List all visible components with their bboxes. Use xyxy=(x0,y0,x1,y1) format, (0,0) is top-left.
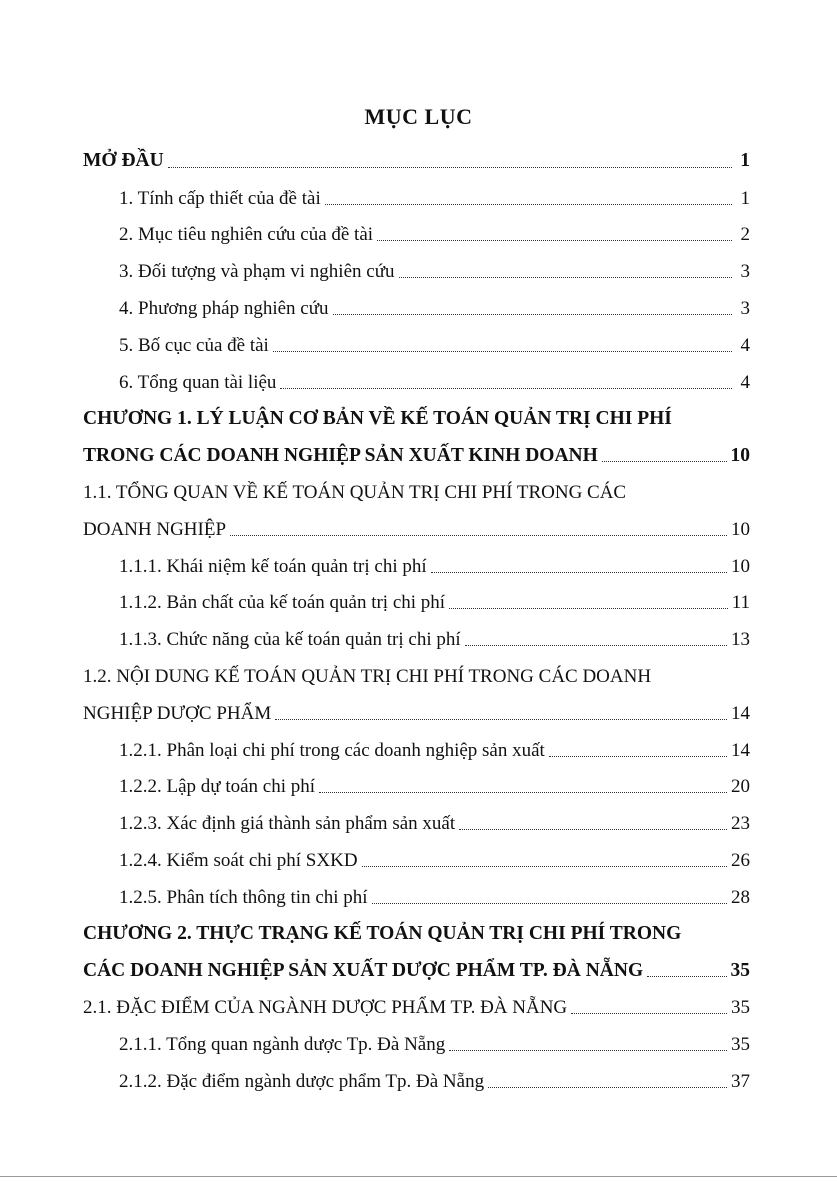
toc-entry[interactable] xyxy=(83,1060,750,1097)
toc-entry[interactable] xyxy=(83,324,750,361)
toc-page-number: 2 xyxy=(740,224,750,246)
toc-entry[interactable] xyxy=(83,729,750,766)
toc-page-number: 10 xyxy=(731,555,750,577)
dot-leader xyxy=(280,388,732,389)
toc-chapter-heading-line2[interactable] xyxy=(83,434,750,471)
toc-entry-label: 1.2.1. Phân loại chi phí trong các doanh nghiệp sản xuất xyxy=(119,739,545,761)
toc-chapter-heading-line1[interactable] xyxy=(83,398,750,435)
toc-page-number: 35 xyxy=(731,1033,750,1055)
dot-leader xyxy=(275,719,727,720)
dot-leader xyxy=(399,277,733,278)
toc-entry-label: MỞ ĐẦU xyxy=(83,150,164,172)
toc-entry-label: 3. Đối tượng và phạm vi nghiên cứu xyxy=(119,261,395,283)
toc-entry-label: 1.1. TỔNG QUAN VỀ KẾ TOÁN QUẢN TRỊ CHI PHÍ TRONG CÁC xyxy=(83,481,627,503)
toc-entry-label: 1.2.2. Lập dự toán chi phí xyxy=(119,776,316,798)
toc-chapter-heading-line1[interactable] xyxy=(83,913,750,950)
dot-leader xyxy=(459,829,727,830)
toc-page-number: 23 xyxy=(731,813,750,835)
toc-entry-label: 1.2.5. Phân tích thông tin chi phí xyxy=(119,886,368,908)
toc-entry-label: TRONG CÁC DOANH NGHIỆP SẢN XUẤT KINH DOANH xyxy=(83,444,598,466)
dot-leader xyxy=(465,645,727,646)
dot-leader xyxy=(372,903,727,904)
toc-page-number: 26 xyxy=(731,849,750,871)
dot-leader xyxy=(325,204,732,205)
table-of-contents xyxy=(83,140,750,1097)
toc-entry-label: 2.1.2. Đặc điểm ngành dược phẩm Tp. Đà Nẵng xyxy=(119,1070,485,1092)
dot-leader xyxy=(168,167,732,168)
toc-entry-label: 1.1.1. Khái niệm kế toán quản trị chi phí xyxy=(119,555,427,577)
toc-page-number: 14 xyxy=(731,702,750,724)
toc-page-number: 4 xyxy=(740,371,750,393)
toc-entry-label: 5. Bố cục của đề tài xyxy=(119,334,269,356)
toc-entry[interactable] xyxy=(83,766,750,803)
toc-section-heading[interactable] xyxy=(83,986,750,1023)
toc-page-number: 10 xyxy=(731,518,750,540)
toc-page-number: 20 xyxy=(731,776,750,798)
toc-page-number: 35 xyxy=(730,959,750,981)
toc-entry-label: 1.2. NỘI DUNG KẾ TOÁN QUẢN TRỊ CHI PHÍ TRONG CÁC DOANH xyxy=(83,665,652,687)
dot-leader xyxy=(602,461,727,462)
page-title: MỤC LỤC xyxy=(364,104,473,129)
toc-entry-label: 2.1.1. Tổng quan ngành dược Tp. Đà Nẵng xyxy=(119,1033,446,1055)
toc-entry-label: 1.1.2. Bản chất của kế toán quản trị chi phí xyxy=(119,592,446,614)
toc-entry-label: 1.2.3. Xác định giá thành sản phẩm sản xuất xyxy=(119,813,456,835)
toc-entry-label: DOANH NGHIỆP xyxy=(83,518,227,540)
toc-section-heading-line1[interactable] xyxy=(83,471,750,508)
toc-entry-label: 2.1. ĐẶC ĐIỂM CỦA NGÀNH DƯỢC PHẨM TP. ĐÀ NẴNG xyxy=(83,997,568,1019)
toc-entry[interactable] xyxy=(83,250,750,287)
toc-entry[interactable] xyxy=(83,802,750,839)
dot-leader xyxy=(230,535,727,536)
dot-leader xyxy=(273,351,732,352)
dot-leader xyxy=(449,608,728,609)
toc-page-number: 1 xyxy=(740,187,750,209)
toc-page-number: 3 xyxy=(740,297,750,319)
toc-page-number: 13 xyxy=(731,629,750,651)
toc-entry-label: 2. Mục tiêu nghiên cứu của đề tài xyxy=(119,224,374,246)
dot-leader xyxy=(319,792,727,793)
toc-entry[interactable] xyxy=(83,361,750,398)
toc-entry-label: CHƯƠNG 1. LÝ LUẬN CƠ BẢN VỀ KẾ TOÁN QUẢN TRỊ CHI PHÍ xyxy=(83,407,672,429)
dot-leader xyxy=(377,240,732,241)
dot-leader xyxy=(431,572,727,573)
dot-leader xyxy=(333,314,732,315)
dot-leader xyxy=(488,1087,727,1088)
toc-entry-label: CHƯƠNG 2. THỰC TRẠNG KẾ TOÁN QUẢN TRỊ CHI PHÍ TRONG xyxy=(83,923,682,945)
toc-entry[interactable] xyxy=(83,876,750,913)
toc-entry-mo-dau[interactable] xyxy=(83,140,750,177)
toc-entry[interactable] xyxy=(83,177,750,214)
toc-page-number: 28 xyxy=(731,886,750,908)
toc-page-number: 14 xyxy=(731,739,750,761)
toc-entry-label: 1.1.3. Chức năng của kế toán quản trị chi phí xyxy=(119,629,461,651)
toc-chapter-heading-line2[interactable] xyxy=(83,950,750,987)
toc-page-number: 3 xyxy=(740,261,750,283)
toc-entry[interactable] xyxy=(83,287,750,324)
toc-entry[interactable] xyxy=(83,1023,750,1060)
toc-entry[interactable] xyxy=(83,839,750,876)
toc-page-number: 10 xyxy=(730,444,750,466)
toc-entry[interactable] xyxy=(83,582,750,619)
toc-page-number: 11 xyxy=(731,592,750,614)
dot-leader xyxy=(362,866,727,867)
toc-section-heading-line2[interactable] xyxy=(83,508,750,545)
dot-leader xyxy=(449,1050,727,1051)
toc-entry-label: 1. Tính cấp thiết của đề tài xyxy=(119,187,321,209)
toc-section-heading-line1[interactable] xyxy=(83,655,750,692)
toc-entry[interactable] xyxy=(83,545,750,582)
toc-entry[interactable] xyxy=(83,618,750,655)
toc-entry-label: 1.2.4. Kiểm soát chi phí SXKD xyxy=(119,849,358,871)
page-bottom-edge xyxy=(0,1176,837,1177)
dot-leader xyxy=(647,976,726,977)
toc-page-number: 35 xyxy=(731,997,750,1019)
toc-entry-label: 4. Phương pháp nghiên cứu xyxy=(119,297,329,319)
toc-page-number: 1 xyxy=(740,150,750,172)
toc-section-heading-line2[interactable] xyxy=(83,692,750,729)
toc-entry-label: 6. Tổng quan tài liệu xyxy=(119,371,277,393)
toc-entry[interactable] xyxy=(83,214,750,251)
dot-leader xyxy=(571,1013,727,1014)
dot-leader xyxy=(549,756,727,757)
toc-entry-label: NGHIỆP DƯỢC PHẨM xyxy=(83,702,272,724)
toc-page-number: 37 xyxy=(731,1070,750,1092)
toc-page-number: 4 xyxy=(740,334,750,356)
toc-entry-label: CÁC DOANH NGHIỆP SẢN XUẤT DƯỢC PHẨM TP. ĐÀ NẴNG xyxy=(83,959,644,981)
